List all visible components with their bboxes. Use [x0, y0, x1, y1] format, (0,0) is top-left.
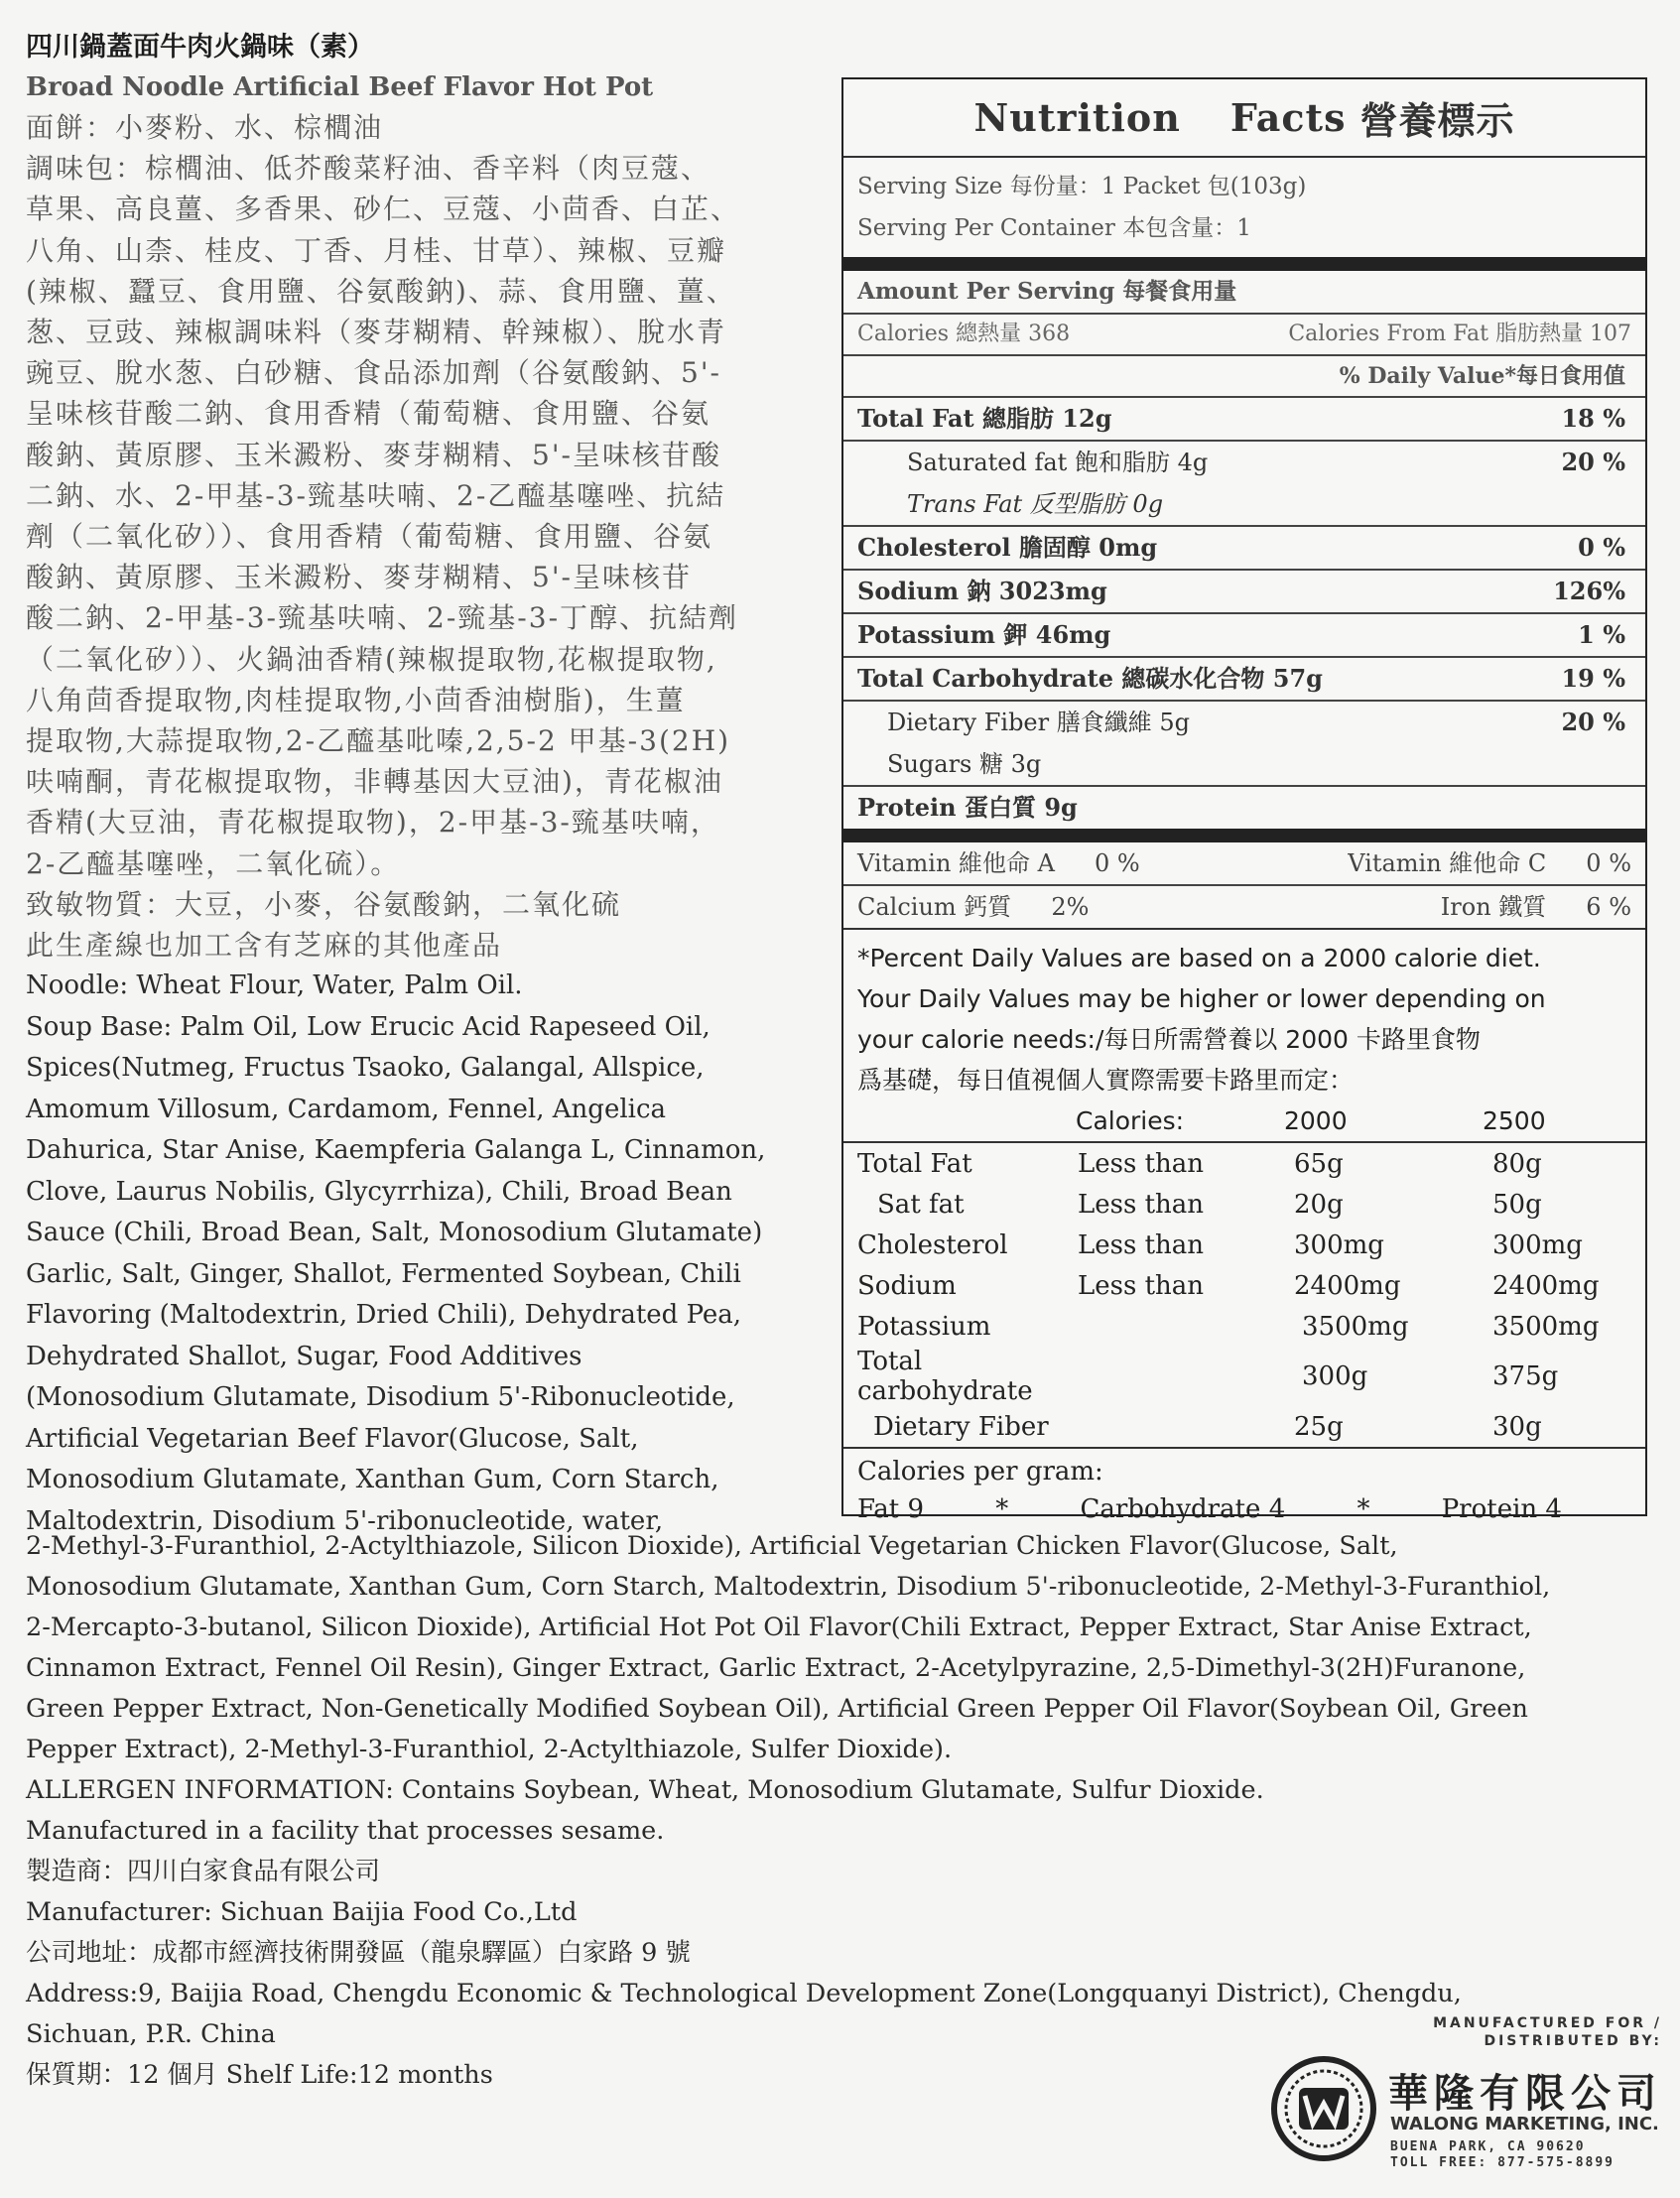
servings-per-container: Serving Per Container 本包含量：1 — [857, 215, 1251, 241]
mineral-row: Calcium 鈣質 2% Iron 鐵質 6 % — [843, 884, 1645, 928]
dv-row: Potassium 3500mg 3500mg — [857, 1311, 1600, 1342]
nutrient-row: Saturated fat 飽和脂肪 4g 20 % — [843, 440, 1645, 483]
nutrient-row: Dietary Fiber 膳食纖維 5g 20 % — [843, 700, 1645, 743]
nutrient-row: Cholesterol 膽固醇 0mg 0 % — [843, 525, 1645, 569]
nutrient-row: Total Carbohydrate 總碳水化合物 57g 19 % — [843, 656, 1645, 700]
serving-info — [843, 158, 1645, 257]
nutrient-row: Total Fat 總脂肪 12g 18 % — [843, 396, 1645, 440]
walong-emblem-icon — [1269, 2054, 1378, 2163]
daily-value-header: % Daily Value*每日食用值 — [843, 354, 1645, 396]
calories-from-fat: Calories From Fat 脂肪熱量 107 — [1288, 322, 1631, 346]
nutrition-title-en: Nutrition — [973, 95, 1181, 140]
distributor-name-en: WALONG MARKETING, INC. — [1390, 2114, 1659, 2134]
nutrition-title — [843, 79, 1645, 158]
dv-row: Sodium Less than 2400mg 2400mg — [857, 1270, 1600, 1301]
daily-value-footnote: *Percent Daily Values are based on a 2000 calorie diet. Your Daily Values may be higher or lower depending on your calorie needs:/每日所需營養以 2000 卡路里食物 爲基礎，每日值視個人實際需要卡路里而定： Calories: 2000 2500 — [843, 928, 1645, 1141]
distributor-caption: MANUFACTURED FOR / DISTRIBUTED BY: — [1433, 2015, 1662, 2049]
dv-row: Cholesterol Less than 300mg 300mg — [857, 1229, 1583, 1260]
ingredients-continued: 2-Methyl-3-Furanthiol, 2-Actylthiazole, Silicon Dioxide), Artificial Vegetarian Chicken Flavor(Glucose, Salt, Monosodium Glutamate, Xanthan Gum, Corn Starch, Maltodextrin, Disodium 5'-ribonucleotide, 2-Methyl-3-Furanthiol, 2-Mercapto-3-butanol, Silicon Dioxide), Artificial Hot Pot Oil Flavor(Chili Extract, Pepper Extract, Star Anise Extract, Cinnamon Extract, Fennel Oil Resin), Ginger Extract, Garlic Extract, 2-Acetylpyrazine, 2,5-Dimethyl-3(2H)Furanone, Green Pepper Extract, Non-Genetically Modified Soybean Oil), Artificial Green Pepper Oil Flavor(Soybean Oil, Green Pepper Extract), 2-Methyl-3-Furanthiol, 2-Actylthiazole, Sulfer Dioxide). ALLERGEN INFORMATION: Contains Soybean, Wheat, Monosodium Glutamate, Sulfur Dioxide. Manufactured in a facility that processes sesame. 製造商：四川白家食品有限公司 Manufacturer: Sichuan Baijia Food Co.,Ltd 公司地址：成都市經濟技術開發區（龍泉驛區）白家路 9 號 Address:9, Baijia Road, Chengdu Economic & Technological Development Zone(Longquanyi District), Chengdu, Sichuan, P.R. China 保質期：12 個月 Shelf Life:12 months — [26, 1531, 1551, 2090]
product-title-cn: 四川鍋蓋面牛肉火鍋味（素） — [26, 32, 374, 63]
calories-per-gram: Calories per gram: Fat 9 * Carbohydrate 4 * Protein 4 — [843, 1447, 1645, 1532]
nutrient-row: Trans Fat 反型脂肪 0g — [907, 490, 1164, 518]
calories-row — [843, 313, 1645, 354]
serving-size: Serving Size 每份量：1 Packet 包(103g) — [857, 174, 1307, 199]
vitamin-row: Vitamin 維他命 A 0 % Vitamin 維他命 C 0 % — [857, 849, 1631, 877]
ingredients-en: Noodle: Wheat Flour, Water, Palm Oil. Soup Base: Palm Oil, Low Erucic Acid Rapeseed Oil, Spices(Nutmeg, Fructus Tsaoko, Galangal, Allspice, Amomum Villosum, Cardamom, Fennel, Angelica Dahurica, Star Anise, Kaempferia Galanga L, Cinnamon, Clove, Laurus Nobilis, Glycyrrhiza), Chili, Broad Bean Sauce (Chili, Broad Bean, Salt, Monosodium Glutamate) Garlic, Salt, Ginger, Shallot, Fermented Soybean, Chili Flavoring (Maltodextrin, Dried Chili), Dehydrated Pea, Dehydrated Shallot, Sugar, Food Additives (Monosodium Glutamate, Disodium 5'-Ribonucleotide, Artificial Vegetarian Beef Flavor(Glucose, Salt, Monosodium Glutamate, Xanthan Gum, Corn Starch, Maltodextrin, Disodium 5'-ribonucleotide, water, — [26, 970, 766, 1536]
nutrition-title-cn: 營養標示 — [1359, 98, 1515, 143]
nutrient-row: Potassium 鉀 46mg 1 % — [843, 612, 1645, 656]
distributor-name-cn: 華隆有限公司 — [1388, 2071, 1662, 2117]
thick-divider — [843, 257, 1645, 271]
product-title-en: Broad Noodle Artificial Beef Flavor Hot Pot — [26, 72, 654, 102]
ingredients-column — [26, 28, 820, 1542]
daily-value-table — [843, 1141, 1645, 1447]
nutrition-title-en2: Facts — [1229, 95, 1347, 140]
nutrient-row: Sodium 鈉 3023mg 126% — [843, 569, 1645, 612]
distributor-logo — [1265, 2014, 1662, 2183]
calories: Calories 總熱量 368 — [857, 322, 1071, 346]
distributor-address: BUENA PARK, CA 90620 TOLL FREE: 877-575-8899 — [1390, 2139, 1615, 2170]
ingredients-cn: 面餅：小麥粉、水、棕櫚油 調味包：棕櫚油、低芥酸菜籽油、香辛料（肉豆蔻、 草果、高良薑、多香果、砂仁、豆蔻、小茴香、白芷、 八角、山柰、桂皮、丁香、月桂、甘草）、辣椒、豆瓣 (辣椒、蠶豆、食用鹽、谷氨酸鈉)、蒜、食用鹽、薑、 葱、豆豉、辣椒調味料（麥芽糊精、幹辣椒）、脫水青 豌豆、脫水葱、白砂糖、食品添加劑（谷氨酸鈉、5'- 呈味核苷酸二鈉、食用香精（葡萄糖、食用鹽、谷氨 酸鈉、黃原膠、玉米澱粉、麥芽糊精、5'-呈味核苷酸 二鈉、水、2-甲基-3-巰基呋喃、2-乙醯基噻唑、抗結 劑（二氧化矽））、食用香精（葡萄糖、食用鹽、谷氨 酸鈉、黃原膠、玉米澱粉、麥芽糊精、5'-呈味核苷 酸二鈉、2-甲基-3-巰基呋喃、2-巰基-3-丁醇、抗結劑 （二氧化矽））、火鍋油香精(辣椒提取物,花椒提取物, 八角茴香提取物,肉桂提取物,小茴香油樹脂)，生薑 提取物,大蒜提取物,2-乙醯基吡嗪,2,5-2 甲基-3(2H) 呋喃酮，青花椒提取物，非轉基因大豆油)，青花椒油 香精(大豆油，青花椒提取物)，2-甲基-3-巰基呋喃， 2-乙醯基噻唑，二氧化硫）。 致敏物質：大豆，小麥，谷氨酸鈉，二氧化硫 此生產線也加工含有芝麻的其他產品 — [26, 111, 741, 963]
dv-row: Sat fat Less than 20g 50g — [877, 1189, 1542, 1220]
amount-per-serving: Amount Per Serving 每餐食用量 — [857, 278, 1237, 305]
dv-row: Total Fat Less than 65g 80g — [857, 1148, 1542, 1179]
dv-row: Total carbohydrate 300g 375g — [857, 1347, 1559, 1406]
nutrient-row: Protein 蛋白質 9g — [843, 785, 1645, 829]
nutrition-facts-panel — [841, 77, 1647, 1524]
nutrient-row: Sugars 糖 3g — [887, 750, 1042, 778]
thick-divider — [843, 829, 1645, 842]
dv-row: Dietary Fiber 25g 30g — [873, 1411, 1542, 1442]
